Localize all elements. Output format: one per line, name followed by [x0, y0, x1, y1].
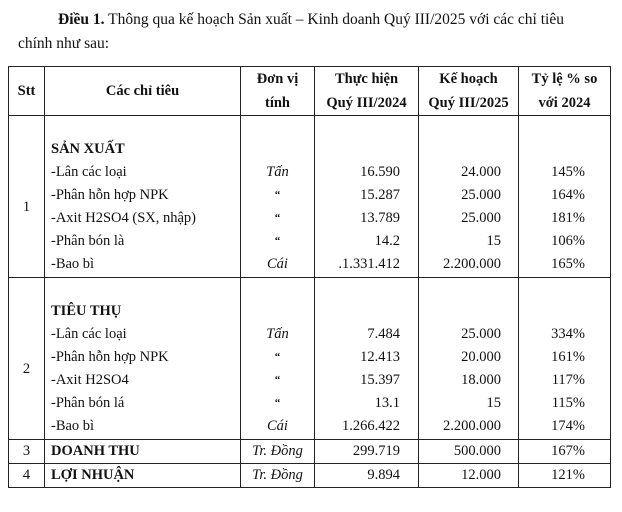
group-stt: 1: [9, 116, 45, 278]
kpi-table: [8, 66, 611, 488]
item-ratio: 117%: [551, 372, 585, 388]
header-actual: [315, 67, 419, 116]
item-ratio: 106%: [551, 233, 585, 249]
header-unit-line1: Đơn vị: [256, 71, 299, 87]
intro-line-1: [18, 8, 618, 32]
header-unit: [241, 67, 315, 116]
header-unit-line2: tính: [265, 95, 290, 111]
row-unit: Tr. Đồng: [241, 464, 315, 488]
row-plan: [419, 464, 519, 488]
header-ratio-line2: với 2024: [538, 95, 591, 111]
item-actual: 12.413: [360, 349, 400, 365]
group-actuals: [315, 116, 419, 278]
item-unit: “: [274, 189, 281, 201]
intro-text: Thông qua kế hoạch Sản xuất – Kinh doanh Quý III/2025 với các chỉ tiêu: [104, 11, 564, 28]
row-ratio: [519, 464, 611, 488]
group-indicators: [45, 116, 241, 278]
header-stt: Stt: [9, 67, 45, 116]
item-ratio: 334%: [551, 326, 585, 342]
group-ratios: [519, 278, 611, 440]
item-name: -Axit H2SO4: [51, 372, 129, 388]
item-plan: 20.000: [461, 349, 501, 365]
item-plan: 2.200.000: [443, 418, 501, 434]
item-name: -Lân các loại: [51, 326, 127, 342]
item-name: -Phân bón lá: [51, 395, 125, 411]
row-actual: [315, 440, 419, 464]
item-name: -Axit H2SO4 (SX, nhập): [51, 210, 196, 226]
row-stt: 4: [9, 464, 45, 488]
item-actual: 1.266.422: [342, 418, 400, 434]
row-ratio: [519, 440, 611, 464]
item-name: -Lân các loại: [51, 164, 127, 180]
table-group-row: [9, 278, 611, 440]
header-plan: [419, 67, 519, 116]
row-name: DOANH THU: [45, 440, 241, 464]
row-plan-value: 12.000: [461, 467, 501, 483]
group-ratios: [519, 116, 611, 278]
item-plan: 25.000: [461, 210, 501, 226]
item-unit: Tấn: [266, 326, 289, 342]
intro-line-2: chính như sau:: [18, 35, 110, 52]
item-unit: Cái: [267, 418, 288, 434]
header-actual-line2: Quý III/2024: [326, 95, 407, 111]
row-plan: [419, 440, 519, 464]
item-ratio: 161%: [551, 349, 585, 365]
item-unit: “: [274, 397, 281, 409]
item-actual: 14.2: [374, 233, 400, 249]
item-ratio: 181%: [551, 210, 585, 226]
header-plan-line1: Kế hoạch: [439, 71, 498, 87]
item-unit: Cái: [267, 256, 288, 272]
row-actual-value: 9.894: [367, 467, 400, 483]
header-plan-line2: Quý III/2025: [428, 95, 509, 111]
item-unit: Tấn: [266, 164, 289, 180]
item-plan: 15: [486, 233, 501, 249]
item-actual: 7.484: [367, 326, 400, 342]
group-stt: 2: [9, 278, 45, 440]
article-label: Điều 1.: [58, 11, 105, 28]
table-header-row: [9, 67, 611, 116]
item-actual: 16.590: [360, 164, 400, 180]
row-unit: Tr. Đồng: [241, 440, 315, 464]
row-actual-value: 299.719: [352, 443, 400, 459]
item-ratio: 145%: [551, 164, 585, 180]
item-actual: 15.287: [360, 187, 400, 203]
item-actual: 13.1: [374, 395, 400, 411]
item-name: -Bao bì: [51, 418, 95, 434]
item-plan: 25.000: [461, 326, 501, 342]
item-ratio: 174%: [551, 418, 585, 434]
group-actuals: [315, 278, 419, 440]
item-plan: 24.000: [461, 164, 501, 180]
group-units: [241, 116, 315, 278]
item-unit: “: [274, 212, 281, 224]
group-title: TIÊU THỤ: [51, 303, 122, 319]
table-group-row: [9, 116, 611, 278]
intro-paragraph: [18, 8, 618, 56]
item-actual: 15.397: [360, 372, 400, 388]
item-actual: .1.331.412: [338, 256, 400, 272]
item-plan: 2.200.000: [443, 256, 501, 272]
row-plan-value: 500.000: [453, 443, 501, 459]
item-unit: “: [274, 235, 281, 247]
item-ratio: 115%: [551, 395, 585, 411]
table-row: [9, 464, 611, 488]
row-actual: [315, 464, 419, 488]
item-plan: 18.000: [461, 372, 501, 388]
row-ratio-value: 167%: [551, 443, 585, 459]
item-unit: “: [274, 374, 281, 386]
header-ratio: [519, 67, 611, 116]
row-stt: 3: [9, 440, 45, 464]
item-name: -Phân hỗn hợp NPK: [51, 187, 169, 203]
item-name: -Phân bón là: [51, 233, 125, 249]
header-actual-line1: Thực hiện: [334, 71, 399, 87]
group-title: SẢN XUẤT: [51, 141, 125, 157]
row-name: LỢI NHUẬN: [45, 464, 241, 488]
item-name: -Bao bì: [51, 256, 95, 272]
item-unit: “: [274, 351, 281, 363]
item-ratio: 165%: [551, 256, 585, 272]
item-ratio: 164%: [551, 187, 585, 203]
item-actual: 13.789: [360, 210, 400, 226]
row-ratio-value: 121%: [551, 467, 585, 483]
item-plan: 15: [486, 395, 501, 411]
group-plans: [419, 278, 519, 440]
header-ratio-line1: Tỷ lệ % so: [531, 71, 598, 87]
group-plans: [419, 116, 519, 278]
table-row: [9, 440, 611, 464]
group-units: [241, 278, 315, 440]
item-name: -Phân hỗn hợp NPK: [51, 349, 169, 365]
item-plan: 25.000: [461, 187, 501, 203]
header-indicator: Các chỉ tiêu: [45, 67, 241, 116]
group-indicators: [45, 278, 241, 440]
